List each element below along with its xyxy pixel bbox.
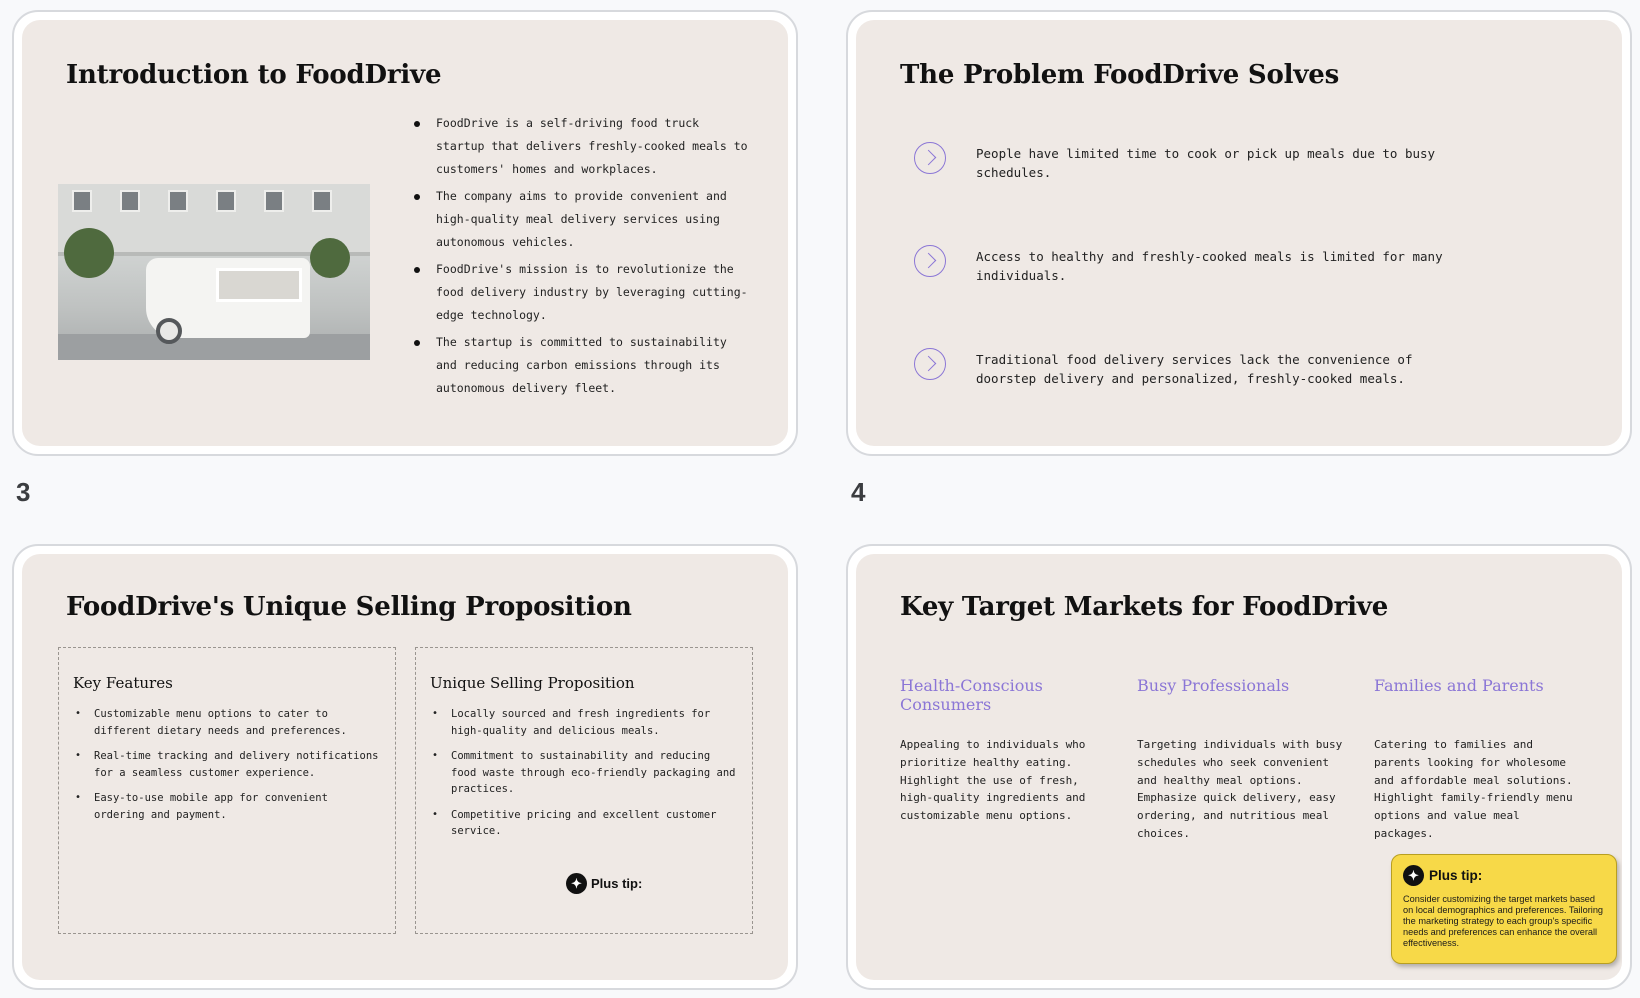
market-description: Catering to families and parents looking for wholesome and affordable meal solutions. Highlight family-friendly menu options and value meal packages.: [1374, 738, 1573, 840]
list-item: • Real-time tracking and delivery notifications for a seamless customer experience.: [73, 748, 381, 781]
slide-number: 3: [16, 477, 31, 507]
slide-canvas: [22, 20, 788, 446]
slide-thumbnail-problem[interactable]: [846, 10, 1632, 456]
slide-title: Key Target Markets for FoodDrive: [900, 592, 1389, 622]
problem-item: [914, 247, 1514, 285]
list-item: • Competitive pricing and excellent customer service.: [430, 807, 738, 840]
slide-title: Introduction to FoodDrive: [66, 60, 442, 90]
plus-tip-text: Consider customizing the target markets based on local demographics and preferences. Tailoring the marketing strategy to each group's specific needs and preferences can enhance the overall effectiveness.: [1403, 894, 1604, 948]
usp-box: [415, 647, 753, 934]
problem-item: [914, 144, 1514, 182]
market-heading: Busy Professionals: [1137, 676, 1290, 695]
market-column: [900, 676, 1110, 825]
sparkle-icon: [566, 873, 587, 894]
list-item: FoodDrive's mission is to revolutionize the food delivery industry by leveraging cutting-edge technology.: [412, 258, 752, 327]
list-item: • Customizable menu options to cater to different dietary needs and preferences.: [73, 706, 381, 739]
slide-title: The Problem FoodDrive Solves: [900, 60, 1340, 90]
slide-thumbnail-usp[interactable]: [12, 544, 798, 990]
circle-chevron-right-icon: [914, 348, 946, 380]
slide-canvas: [22, 554, 788, 980]
list-item: FoodDrive is a self-driving food truck startup that delivers freshly-cooked meals to customers' homes and workplaces.: [412, 112, 752, 181]
plus-tip-title: ✦Plus tip:: [1403, 865, 1605, 886]
intro-bullet-list: [412, 112, 752, 404]
list-item: • Locally sourced and fresh ingredients for high-quality and delicious meals.: [430, 706, 738, 739]
slide-number: 4: [851, 477, 866, 507]
market-heading: Health-Conscious Consumers: [900, 676, 1043, 714]
slide-title: FoodDrive's Unique Selling Proposition: [66, 592, 632, 622]
food-truck-image: [58, 184, 370, 360]
problem-text: People have limited time to cook or pick up meals due to busy schedules.: [976, 146, 1436, 180]
box-title: Key Features: [73, 674, 173, 692]
circle-chevron-right-icon: [914, 245, 946, 277]
key-features-box: [58, 647, 396, 934]
list-item: • Commitment to sustainability and reducing food waste through eco-friendly packaging and practices.: [430, 748, 738, 798]
problem-item: [914, 350, 1514, 388]
plus-tip-card[interactable]: [1391, 854, 1617, 964]
slide-thumbnail-markets[interactable]: [846, 544, 1632, 990]
slide-canvas: [856, 20, 1622, 446]
market-description: Appealing to individuals who prioritize healthy eating. Highlight the use of fresh, high-quality ingredients and customizable menu options.: [900, 738, 1086, 823]
list-item: • Easy-to-use mobile app for convenient ordering and payment.: [73, 790, 381, 823]
problem-text: Traditional food delivery services lack the convenience of doorstep delivery and personalized, freshly-cooked meals.: [976, 352, 1413, 386]
box-title: Unique Selling Proposition: [430, 674, 635, 692]
problem-text: Access to healthy and freshly-cooked meals is limited for many individuals.: [976, 249, 1443, 283]
list-item: The startup is committed to sustainability and reducing carbon emissions through its autonomous delivery fleet.: [412, 331, 752, 400]
slide-canvas: [856, 554, 1622, 980]
plus-tip-label: ✦Plus tip:: [566, 873, 642, 894]
circle-chevron-right-icon: [914, 142, 946, 174]
slide-thumbnail-intro[interactable]: [12, 10, 798, 456]
market-heading: Families and Parents: [1374, 676, 1544, 695]
market-description: Targeting individuals with busy schedules who seek convenient and healthy meal options. Emphasize quick delivery, easy ordering, and nutritious meal choices.: [1137, 738, 1343, 840]
market-column: [1374, 676, 1584, 843]
list-item: The company aims to provide convenient and high-quality meal delivery services using autonomous vehicles.: [412, 185, 752, 254]
sparkle-icon: [1403, 865, 1424, 886]
market-column: [1137, 676, 1347, 843]
